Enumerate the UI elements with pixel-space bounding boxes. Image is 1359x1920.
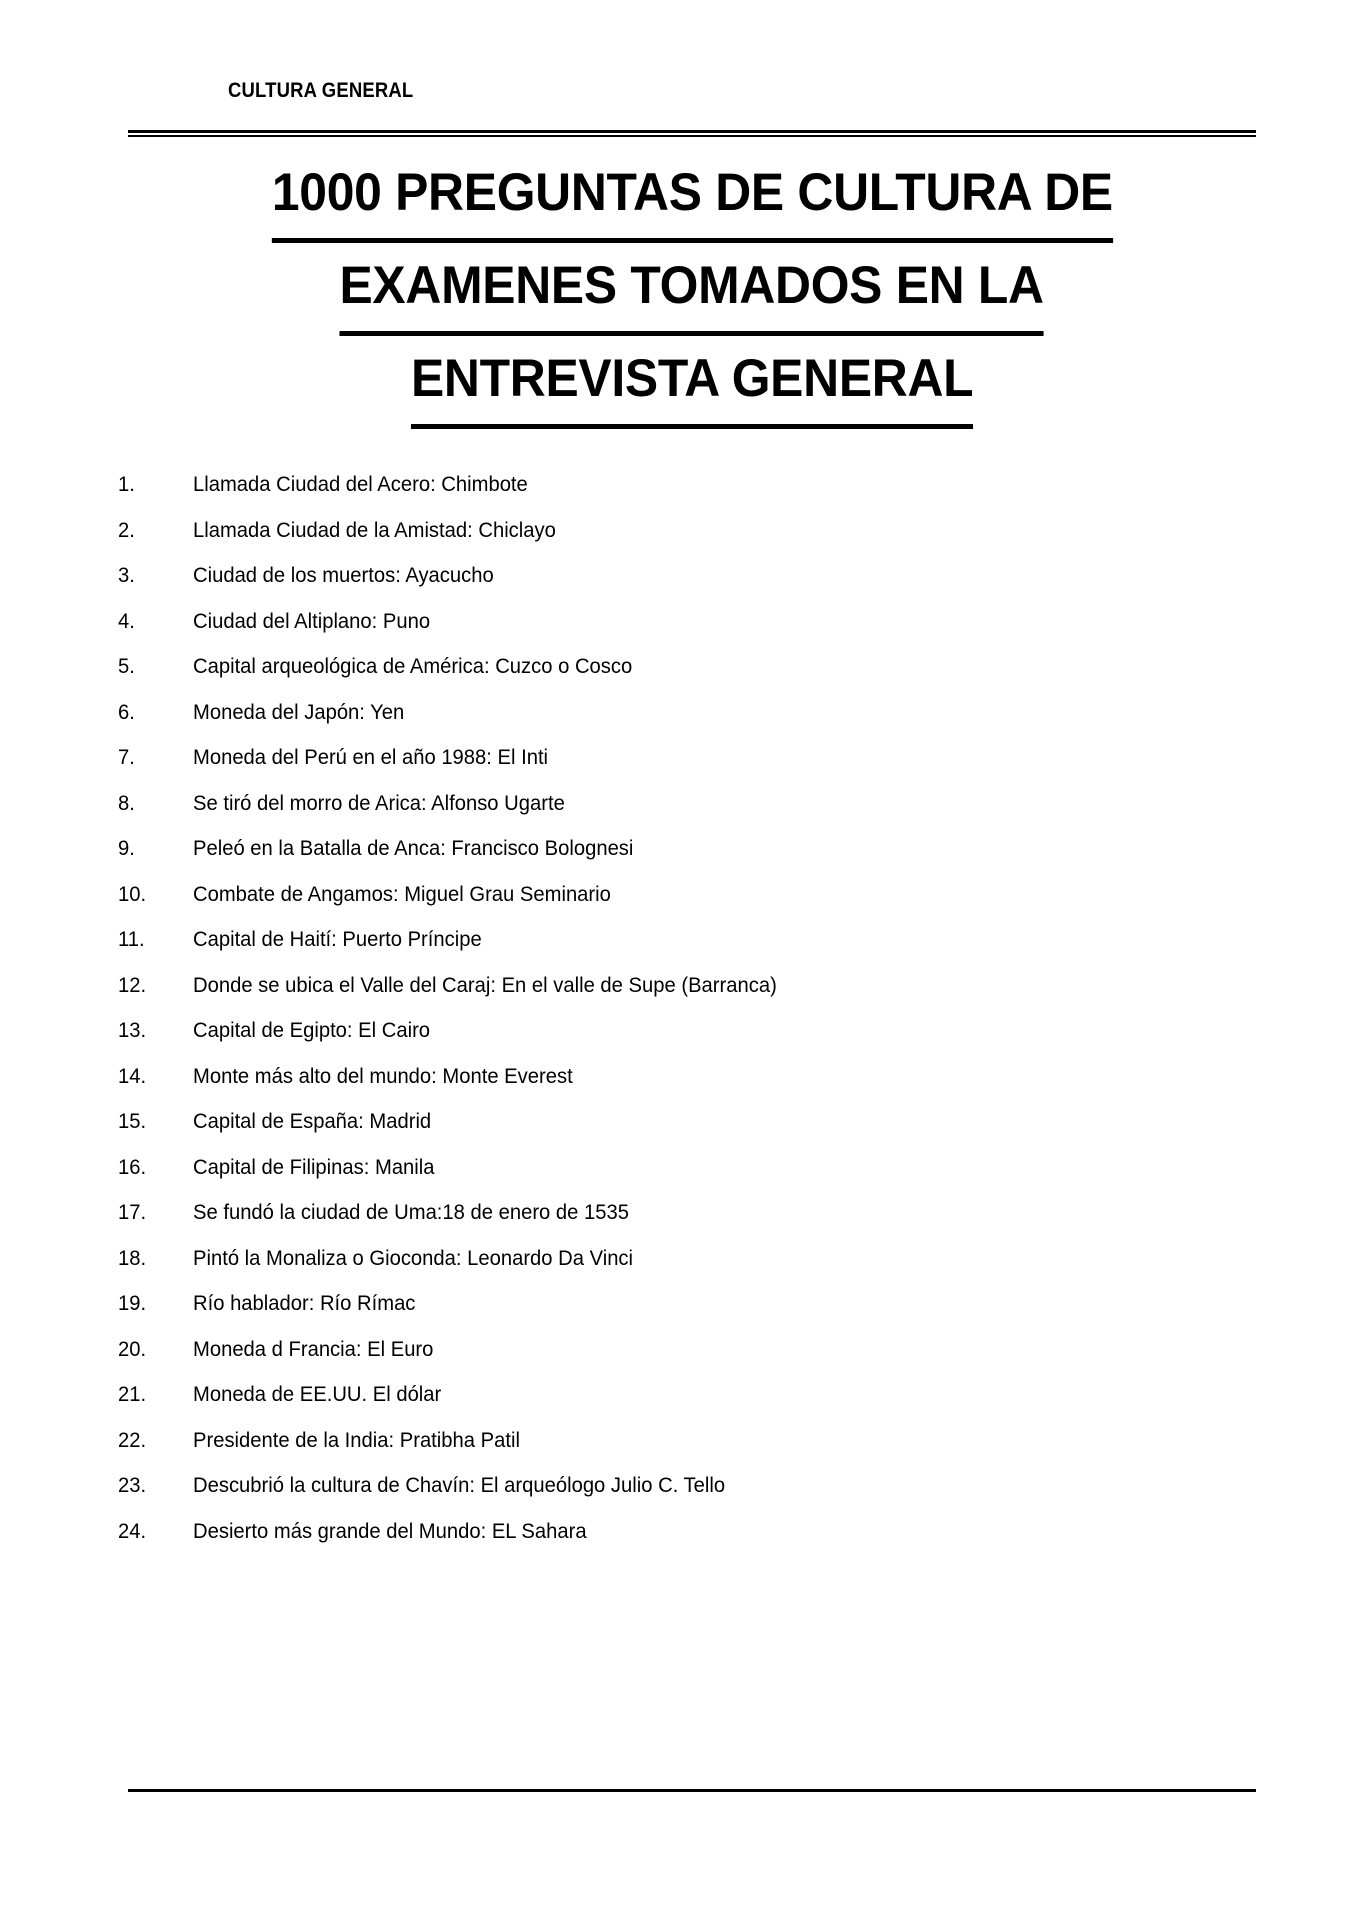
list-item-number: 17. (118, 1200, 147, 1224)
list-item (0, 1372, 1359, 1418)
list-item-number: 13. (118, 1018, 147, 1042)
list-item-text: Pintó la Monaliza o Gioconda: Leonardo Da Vinci (193, 1245, 634, 1270)
list-item-text: Moneda de EE.UU. El dólar (193, 1382, 442, 1406)
title-line-2-text: EXAMENES TOMADOS EN LA (340, 243, 1044, 336)
running-header (0, 78, 1359, 140)
title-line-2 (128, 243, 1256, 336)
list-item (0, 917, 1359, 963)
title-line-1 (128, 150, 1256, 243)
list-item (0, 690, 1359, 736)
list-item-number: 16. (118, 1154, 147, 1179)
list-item-number: 3. (118, 563, 135, 587)
list-item-number: 22. (118, 1427, 147, 1452)
list-item (0, 735, 1359, 781)
list-item-text: Ciudad del Altiplano: Puno (193, 608, 431, 633)
list-item-text: Descubrió la cultura de Chavín: El arqueólogo Julio C. Tello (193, 1473, 726, 1497)
list-item (0, 1418, 1359, 1464)
list-item (0, 826, 1359, 872)
list-item-text: Moneda d Francia: El Euro (193, 1336, 434, 1361)
list-item (0, 1190, 1359, 1236)
list-item (0, 508, 1359, 554)
list-item-number: 1. (118, 472, 135, 496)
list-item (0, 553, 1359, 599)
list-item (0, 872, 1359, 918)
list-item-number: 24. (118, 1518, 147, 1543)
list-item-text: Llamada Ciudad de la Amistad: Chiclayo (193, 517, 556, 542)
list-item-number: 12. (118, 972, 147, 997)
list-item-number: 23. (118, 1473, 147, 1497)
list-item-number: 8. (118, 790, 135, 815)
list-item-number: 2. (118, 517, 135, 542)
list-item-text: Capital de Haití: Puerto Príncipe (193, 927, 482, 951)
list-item (0, 644, 1359, 690)
list-item (0, 1054, 1359, 1100)
list-item-text: Donde se ubica el Valle del Caraj: En el valle de Supe (Barranca) (193, 972, 777, 997)
list-item (0, 1463, 1359, 1509)
header-title: CULTURA GENERAL (228, 79, 414, 102)
list-item-text: Moneda del Perú en el año 1988: El Inti (193, 745, 549, 769)
list-item (0, 1008, 1359, 1054)
list-item (0, 599, 1359, 645)
title-line-3-text: ENTREVISTA GENERAL (411, 336, 973, 429)
list-item-number: 7. (118, 745, 135, 769)
question-list (0, 462, 1359, 1554)
list-item-text: Capital de Filipinas: Manila (193, 1154, 435, 1179)
list-item (0, 462, 1359, 508)
list-item (0, 1509, 1359, 1555)
title-line-3 (128, 336, 1256, 429)
list-item-text: Moneda del Japón: Yen (193, 699, 405, 724)
title-line-1-text: 1000 PREGUNTAS DE CULTURA DE (271, 150, 1112, 243)
list-item-number: 18. (118, 1245, 147, 1270)
header-rule-thick-line (128, 130, 1256, 133)
list-item-number: 11. (118, 927, 145, 951)
list-item-number: 6. (118, 699, 135, 724)
list-item-number: 15. (118, 1109, 147, 1133)
list-item (0, 963, 1359, 1009)
list-item-text: Río hablador: Río Rímac (193, 1291, 416, 1315)
header-rule-thin-line (128, 135, 1256, 137)
list-item-text: Se tiró del morro de Arica: Alfonso Ugarte (193, 790, 565, 815)
list-item-text: Ciudad de los muertos: Ayacucho (193, 563, 494, 587)
list-item-text: Capital de España: Madrid (193, 1109, 432, 1133)
footer-rule (128, 1789, 1256, 1792)
list-item-number: 19. (118, 1291, 147, 1315)
list-item-text: Desierto más grande del Mundo: EL Sahara (193, 1518, 587, 1543)
list-item (0, 1145, 1359, 1191)
list-item-number: 5. (118, 654, 135, 678)
list-item (0, 1281, 1359, 1327)
list-item-text: Peleó en la Batalla de Anca: Francisco Bolognesi (193, 836, 634, 860)
list-item-number: 4. (118, 608, 135, 633)
list-item-text: Capital de Egipto: El Cairo (193, 1018, 431, 1042)
list-item-text: Combate de Angamos: Miguel Grau Seminario (193, 881, 611, 906)
list-item-text: Capital arqueológica de América: Cuzco o Cosco (193, 654, 633, 678)
document-title (128, 150, 1256, 429)
list-item-number: 21. (118, 1382, 147, 1406)
list-item-text: Se fundó la ciudad de Uma:18 de enero de 1535 (193, 1200, 629, 1224)
list-item-number: 10. (118, 881, 147, 906)
list-item (0, 781, 1359, 827)
list-item-text: Llamada Ciudad del Acero: Chimbote (193, 472, 528, 496)
header-double-rule (128, 130, 1256, 137)
list-item (0, 1236, 1359, 1282)
list-item-number: 9. (118, 836, 135, 860)
list-item (0, 1099, 1359, 1145)
list-item-number: 20. (118, 1336, 147, 1361)
list-item (0, 1327, 1359, 1373)
list-item-text: Monte más alto del mundo: Monte Everest (193, 1063, 573, 1088)
list-item-text: Presidente de la India: Pratibha Patil (193, 1427, 520, 1452)
list-item-number: 14. (118, 1063, 147, 1088)
